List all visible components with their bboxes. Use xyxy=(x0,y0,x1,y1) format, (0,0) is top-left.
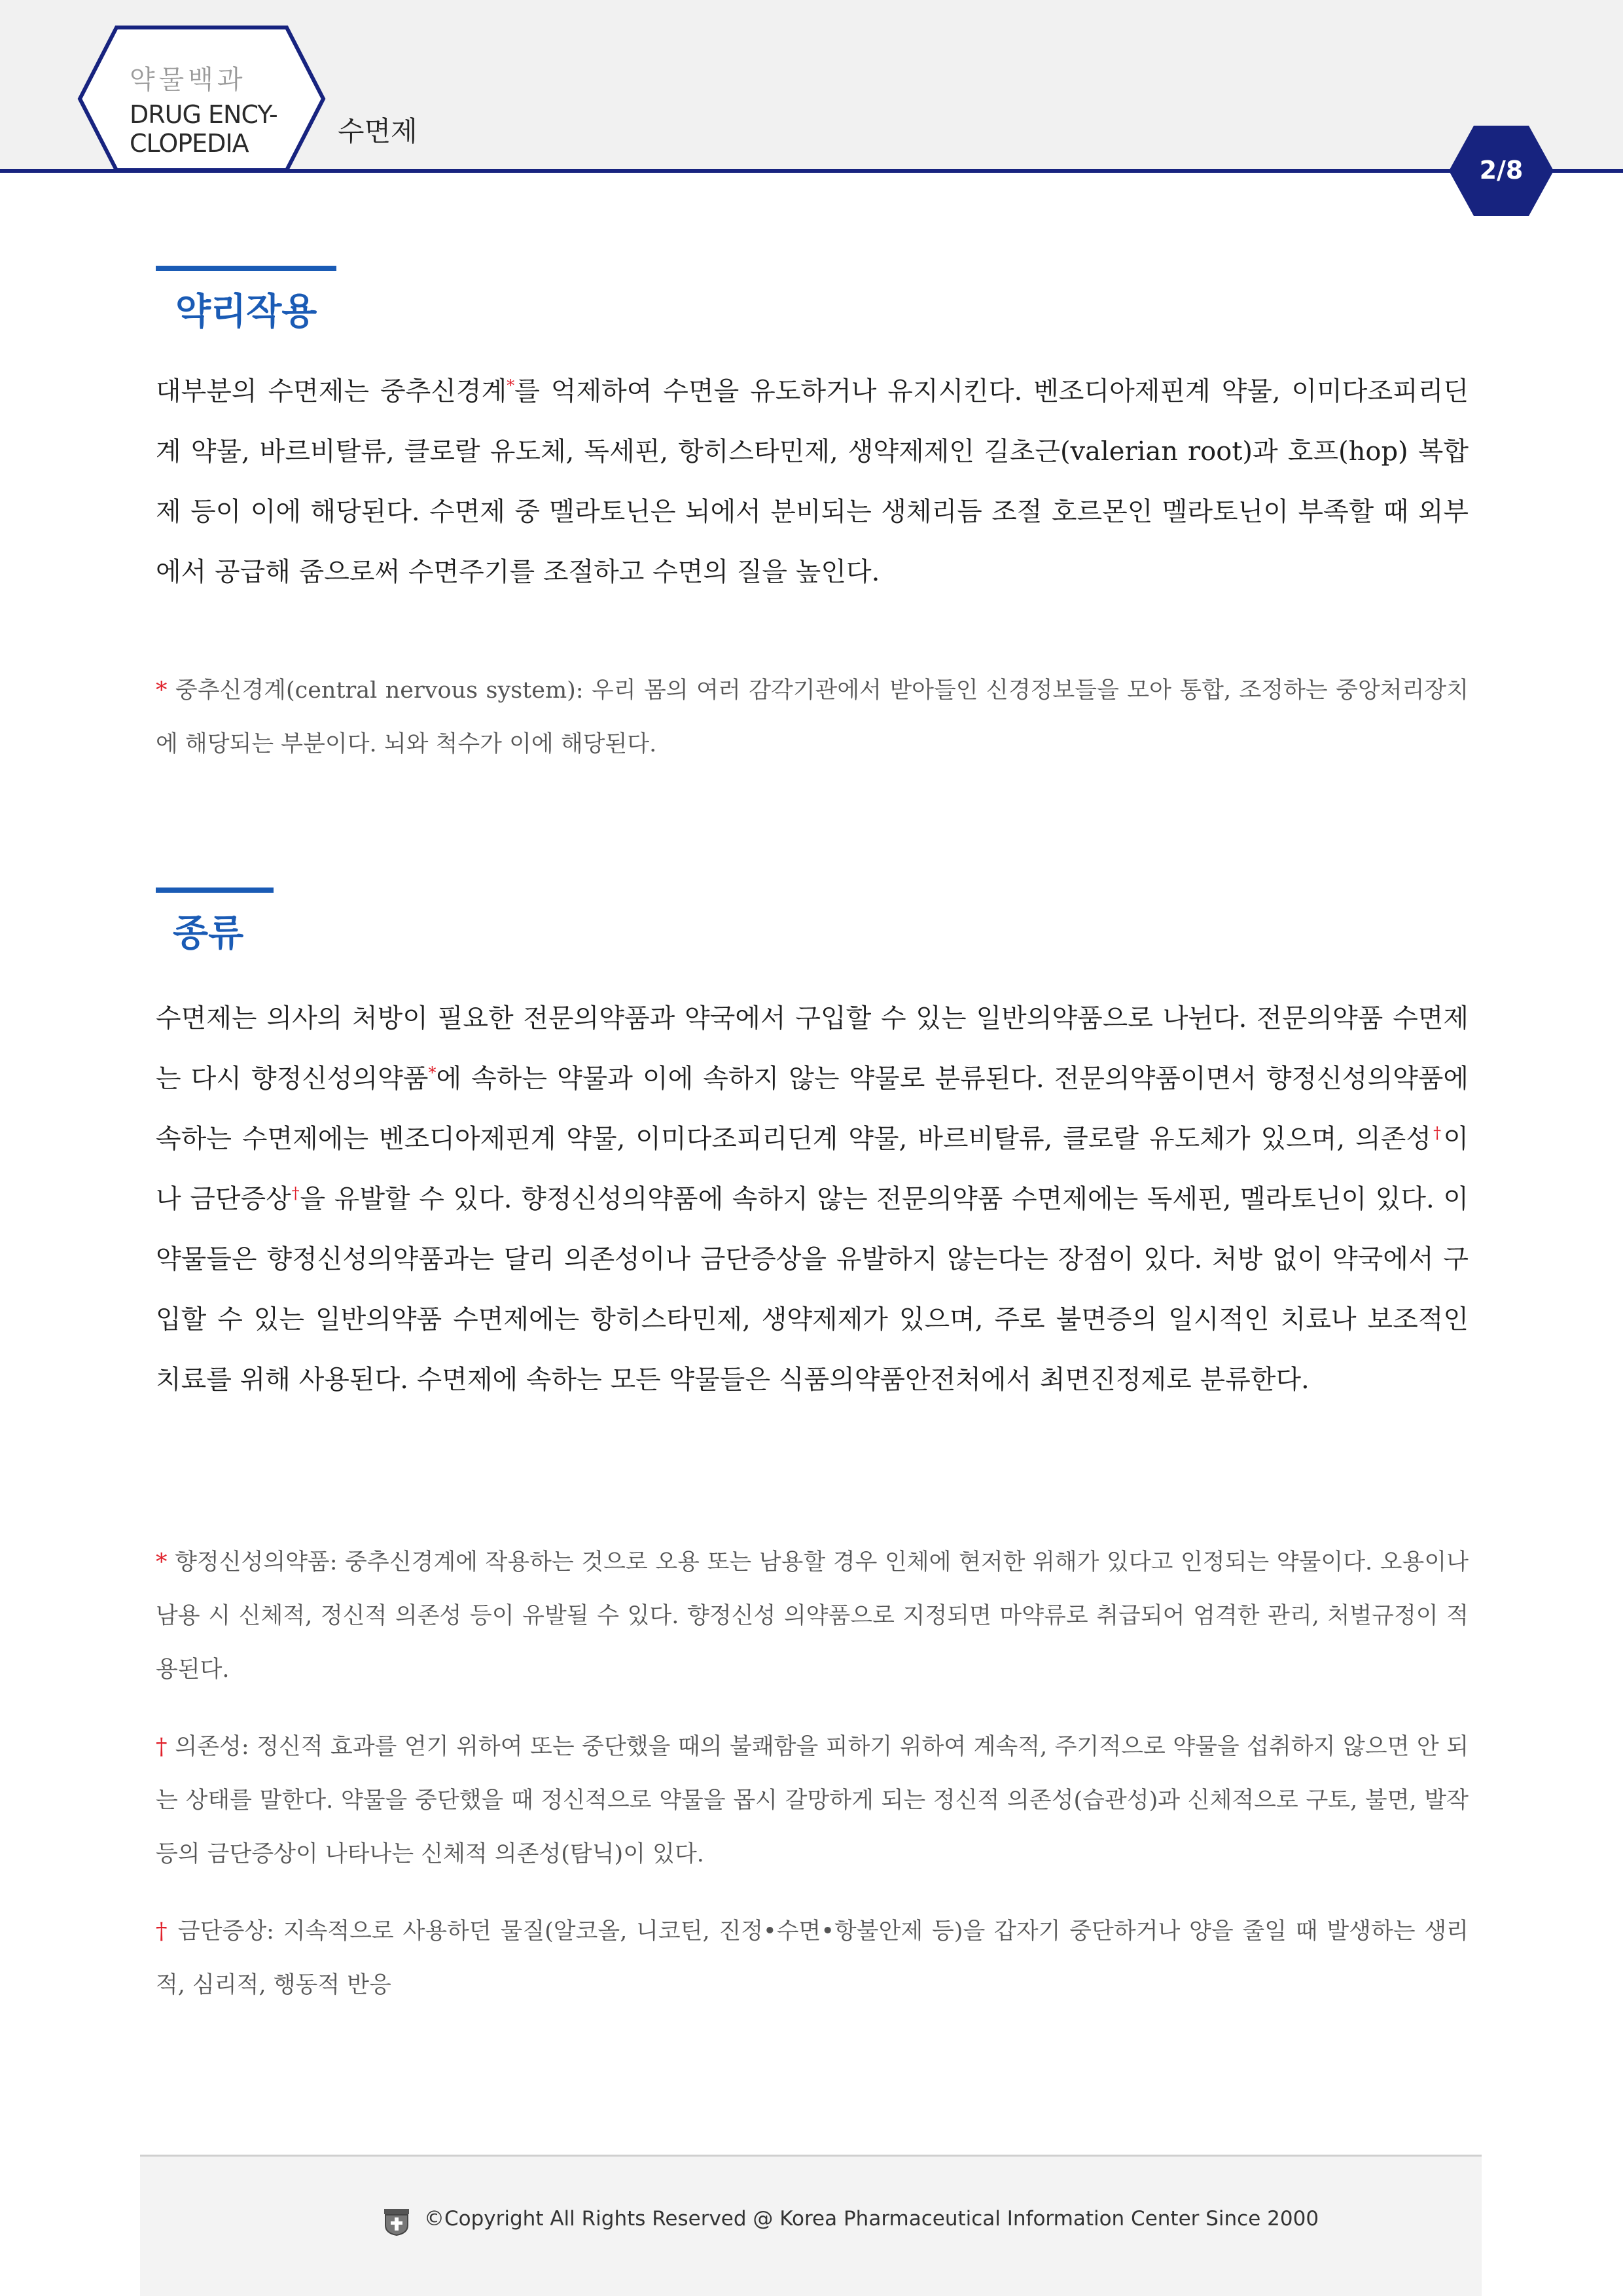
section-body-pharmacology: 대부분의 수면제는 중추신경계*를 억제하여 수면을 유도하거나 유지시킨다. 벤조디아제핀계 약물, 이미다조피리딘계 약물, 바르비탈류, 클로랄 유도체, 독세핀, 항히스타민제, 생약제제인 길초근(valerian root)과 호프(hop) 복합제 등이 이에 해당된다. 수면제 중 멜라토닌은 뇌에서 분비되는 생체리듬 조절 호르몬인 멜라토닌이 부족할 때 외부에서 공급해 줌으로써 수면주기를 조절하고 수면의 질을 높인다. xyxy=(156,376,1469,587)
document-title: 수면제 xyxy=(338,115,418,147)
logo-korean: 약물백과 xyxy=(130,65,247,95)
footnote-psychotropic: * 향정신성의약품: 중추신경계에 작용하는 것으로 오용 또는 남용할 경우 인체에 현저한 위해가 있다고 인정되는 약물이다. 오용이나 남용 시 신체적, 정신적 의존성 등이 유발될 수 있다. 향정신성 의약품으로 지정되면 마약류로 취급되어 엄격한 관리, 처벌규정이 적용된다. xyxy=(156,1549,1469,1683)
copyright-text: ©Copyright All Rights Reserved @ Korea Pharmaceutical Information Center Since 2000 xyxy=(424,2207,1319,2231)
logo-english-line2: CLOPEDIA xyxy=(130,129,249,158)
footnote-cns: * 중추신경계(central nervous system): 우리 몸의 여러 감각기관에서 받아들인 신경정보들을 모아 통합, 조정하는 중앙처리장치에 해당되는 부분이다. 뇌와 척수가 이에 해당된다. xyxy=(156,677,1469,757)
section-body-types: 수면제는 의사의 처방이 필요한 전문의약품과 약국에서 구입할 수 있는 일반의약품으로 나뉜다. 전문의약품 수면제는 다시 향정신성의약품*에 속하는 약물과 이에 속하지 않는 약물로 분류된다. 전문의약품이면서 향정신성의약품에 속하는 수면제에는 벤조디아제핀계 약물, 이미다조피리딘계 약물, 바르비탈류, 클로랄 유도체가 있으며, 의존성†이나 금단증상†을 유발할 수 있다. 향정신성의약품에 속하지 않는 전문의약품 수면제에는 독세핀, 멜라토닌이 있다. 이 약물들은 향정신성의약품과는 달리 의존성이나 금단증상을 유발하지 않는다는 장점이 있다. 처방 없이 약국에서 구입할 수 있는 일반의약품 수면제에는 항히스타민제, 생약제제가 있으며, 주로 불면증의 일시적인 치료나 보조적인 치료를 위해 사용된다. 수면제에 속하는 모든 약물들은 식품의약품안전처에서 최면진정제로 분류한다. xyxy=(156,1003,1469,1395)
logo xyxy=(130,59,313,158)
footnote-dependence: † 의존성: 정신적 효과를 얻기 위하여 또는 중단했을 때의 불쾌함을 피하기 위하여 계속적, 주기적으로 약물을 섭취하지 않으면 안 되는 상태를 말한다. 약물을 중단했을 때 정신적으로 약물을 몹시 갈망하게 되는 정신적 의존성(습관성)과 신체적으로 구토, 불면, 발작 등의 금단증상이 나타나는 신체적 의존성(탐닉)이 있다. xyxy=(156,1734,1469,1867)
section-title-pharmacology: 약리작용 xyxy=(175,291,317,333)
page-number: 2/8 xyxy=(1479,156,1524,185)
logo-english-line1: DRUG ENCY- xyxy=(130,100,277,129)
section-accent-bar xyxy=(156,888,274,893)
section-title-types: 종류 xyxy=(173,912,244,955)
pharmacist-emblem-icon xyxy=(383,2208,410,2236)
section-accent-bar xyxy=(156,266,336,271)
footnote-withdrawal: † 금단증상: 지속적으로 사용하던 물질(알코올, 니코틴, 진정•수면•항불안제 등)을 갑자기 중단하거나 양을 줄일 때 발생하는 생리적, 심리적, 행동적 반응 xyxy=(156,1918,1469,1998)
